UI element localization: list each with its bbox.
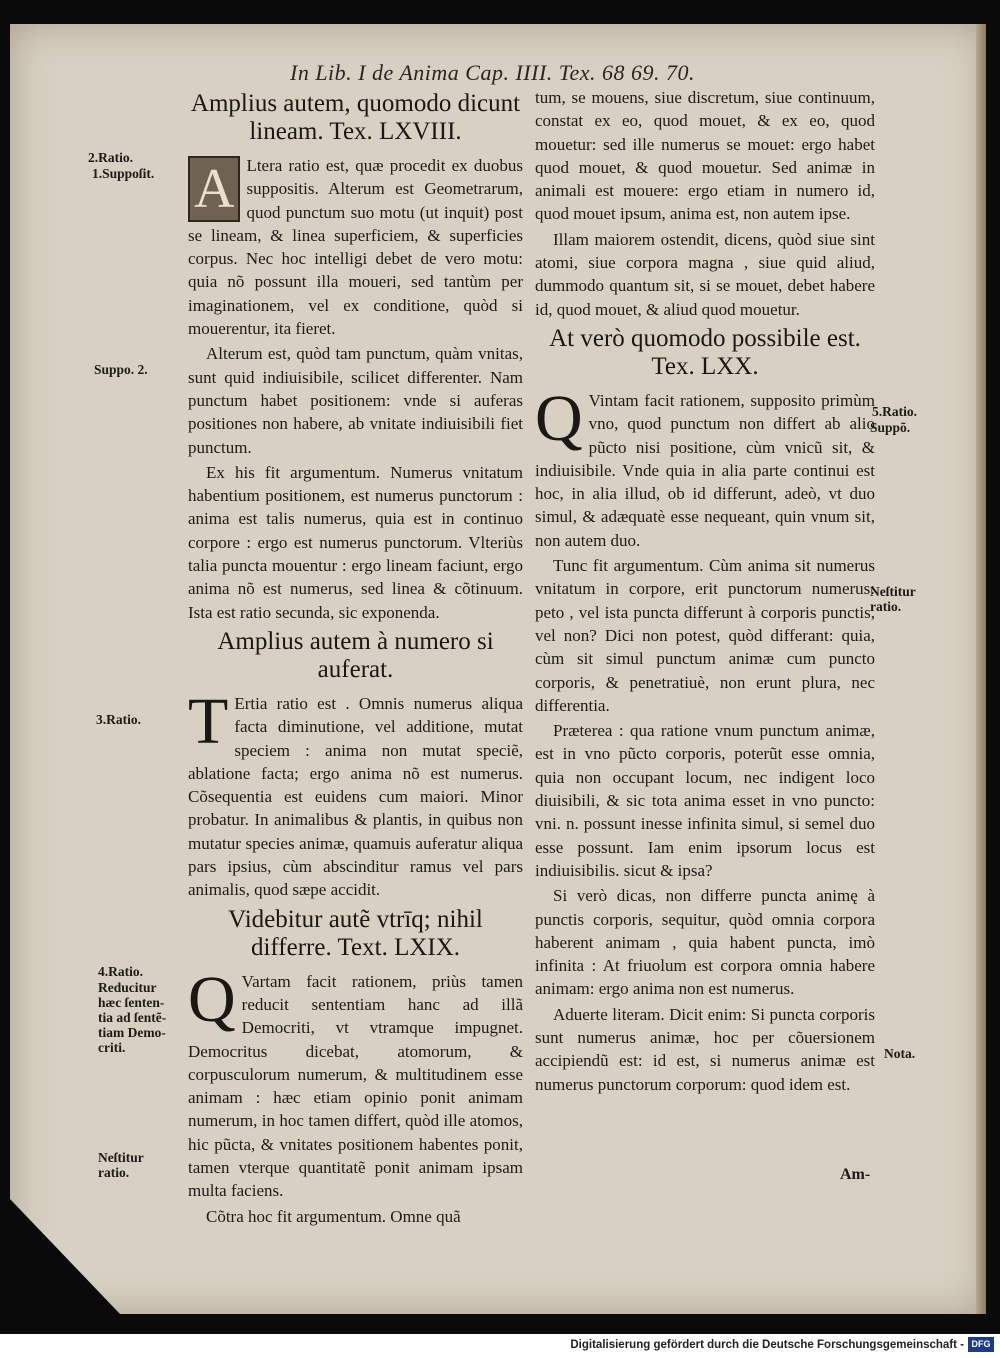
section-heading: Amplius autem, quomodo dicunt lineam. Tex. LXVIII. [190, 90, 521, 145]
ornamental-initial: A [188, 156, 240, 222]
initial: Q [188, 962, 236, 1036]
margin-note: Neſtitur ratio. [870, 584, 916, 614]
paragraph: Illam maiorem ostendit, dicens, quòd siue sint atomi, siue corpora magna , siue quid aliud, dummodo quantum sit, si se mouet, debet habere id, quod mouet, & aliud quod mouetur. [535, 229, 875, 319]
paragraph: Tunc fit argumentum. Cùm anima sit numerus vnitatum in corpore, erit punctorum numerus: peto , vel ista puncta differunt à corporis punctis, vel non? Dici non potest, quòd differant: quia, cùm sit simul punctum animæ cum puncto corporis, & penetratiuè, non erunt plura, nec differentia. [535, 556, 875, 715]
margin-note: 1.Suppoſit. [92, 166, 155, 181]
section-heading: Videbitur autẽ vtrīq; nihil differre. Text. LXIX. [228, 905, 483, 961]
paragraph: Aduerte literam. Dicit enim: Si puncta corporis sunt numerus animæ, hoc per cõuersionem accipiendũ est: id est, si numerus animæ est numerus punctorum corporum: quod idem est. [535, 1004, 875, 1094]
margin-note: 2.Ratio. [88, 150, 133, 165]
margin-note: Suppo. 2. [94, 362, 148, 377]
margin-note: Suppõ. [870, 420, 911, 435]
section-heading: At verò quomodo possibile est. Tex. LXX. [549, 324, 861, 380]
right-column [535, 86, 875, 1098]
paragraph: T Ertia ratio est . Omnis numerus aliqua facta diminutione, vel additione, mutat speciem : anima non mutat speciẽ, ablatione facta; ergo anima nõ est numerus. Cõsequentia est euidens cum maiori. Minor probatur. In animalibus & plantis, in quibus non mutatur species animæ, quamuis auferatur aliqua pars ipsius, cùm abscinditur ramus vel pars animalis, quod sæpe accidit. [188, 684, 523, 900]
left-column [188, 86, 523, 1230]
dfg-logo: DFG [968, 1337, 994, 1352]
margin-note: Reducitur hæc ſenten-tia ad ſentẽ-tiam Demo-criti. [98, 980, 167, 1055]
footer-credit: Digitalisierung gefördert durch die Deutsche Forschungsgemeinschaft - [570, 1339, 964, 1351]
paragraph: Q Vintam facit rationem, supposito primùm vno, quod punctum non differt ab alio pũcto nisi positione, cùm vnicũ sit, & indiuisibile. Vnde quia in alia parte continui est hoc, in alia illud, ob id differunt, adeò, vt duo simul, & adæquatè esse nequeant, quin vnum sit, non autem duo. [535, 381, 875, 550]
paragraph: Si verò dicas, non differre puncta animę à punctis corporis, sequitur, quòd omnia corpora haberent animam , quia habent puncta, imò infinita : At friuolum est corpora omnia habere animam: ergo anima non est numerus. [535, 886, 875, 999]
paragraph: Ex his fit argumentum. Numerus vnitatum habentium positionem, est numerus punctorum : anima est talis numerus, quia est in continuo corpore : ergo est numerus punctorum. Vlteriùs talia puncta mouentur : ergo lineam faciunt, ergo anima nõ est numerus, sed linea & cõtinuum. Ista est ratio secunda, sic exponenda. [188, 462, 523, 622]
section-heading: Amplius autem à numero si auferat. [217, 627, 494, 683]
margin-note: 5.Ratio. [872, 404, 917, 419]
margin-note: 3.Ratio. [96, 712, 141, 727]
paragraph: tum, se mouens, siue discretum, siue continuum, constat ex eo, quod mouet, & ex eo, quod mouetur: sed ille numerus se mouet: ergo habet quod mouet, & quod mouetur. Sed animæ in animali est mouere: ergo etiam in numero id, quod mouet ipsum, anima est, non autem ipse. [535, 88, 875, 224]
margin-note: 4.Ratio. [98, 964, 143, 979]
catchword: Am- [840, 1166, 871, 1183]
paragraph: Præterea : qua ratione vnum punctum animæ, est in vno pũcto corporis, poterũt esse omnia, quia non occupant locum, nec indigent loco diuisibili, & sic tota anima esset in vno puncto: vni. n. possunt inesse infinita simul, si semel duo esse possunt. Iam enim ipsorum locus est indiuisibilis. sicut & ipsa? [535, 721, 875, 880]
paragraph: Q Vartam facit rationem, priùs tamen reducit sententiam hanc ad illã Democriti, vt vtramque impugnet. Democritus dicebat, atomorum, & corpusculorum numerum, & multitudinem esse animam : hæc etiam opinio ponit animam numerum, in hoc tamen differt, quòd ille atomos, hic pũcta, & vnitates positionem habentes ponit, tamen vterque quantitatẽ ponit animam ipsam multa faciens. [188, 962, 523, 1201]
running-head: In Lib. I de Anima Cap. IIII. Tex. 68 69. 70. [290, 60, 696, 85]
initial: Q [535, 381, 583, 455]
initial: T [188, 684, 229, 758]
paragraph: Alterum est, quòd tam punctum, quàm vnitas, sunt quid indiuisibile, scilicet differenter. Nam punctum habet positionem: vnde si auferas positiones non habere, ab vnitate indiuisibili fiet punctum. [188, 344, 523, 457]
paragraph: Cõtra hoc fit argumentum. Omne quã [206, 1206, 461, 1226]
margin-note: Nota. [884, 1046, 916, 1061]
margin-note: Neſtitur ratio. [98, 1150, 144, 1180]
paragraph: A Ltera ratio est, quæ procedit ex duobus suppositis. Alterum est Geometrarum, quod punctum suo motu (ut inquit) post se lineam, & linea superficiem, & superficies corpus. Nec hoc intelligi debet de vero motu: quia nõ possunt illa moueri, sed tantùm per imaginationem, vel ex conditione, quòd si mouerentur, ita fieret. [188, 156, 523, 339]
